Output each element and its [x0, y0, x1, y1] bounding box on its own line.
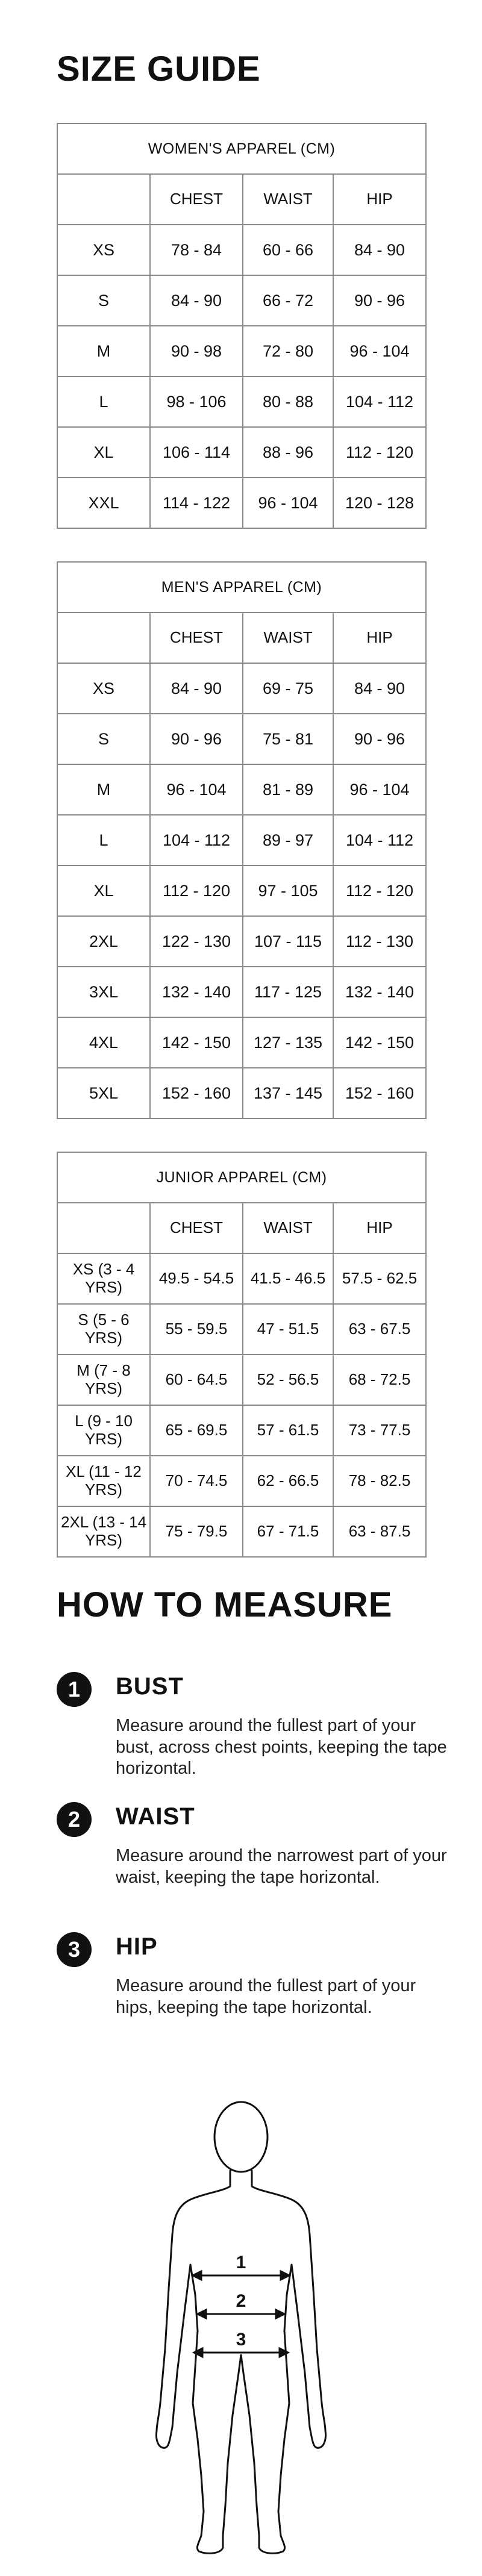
measurement-cell: 98 - 106 [150, 376, 243, 427]
table-row [57, 326, 426, 376]
measurement-cell: 63 - 67.5 [333, 1304, 426, 1355]
table-row [57, 1456, 426, 1506]
womens-size-table [57, 123, 427, 529]
column-header-hip: HIP [333, 613, 426, 663]
measurement-cell: 104 - 112 [150, 815, 243, 865]
size-label-cell: S [57, 714, 150, 764]
size-label-cell: L [57, 376, 150, 427]
step-description: Measure around the fullest part of your bust, across chest points, keeping the tape horizontal. [116, 1716, 447, 1779]
measurement-cell: 81 - 89 [243, 764, 333, 815]
measurement-cell: 90 - 96 [150, 714, 243, 764]
measurement-cell: 65 - 69.5 [150, 1405, 243, 1456]
table-row [57, 764, 426, 815]
size-label-cell: L [57, 815, 150, 865]
table-row [57, 376, 426, 427]
size-label-cell: XXL [57, 478, 150, 528]
measurement-cell: 66 - 72 [243, 275, 333, 326]
step-title: BUST [116, 1673, 184, 1700]
table-caption: MEN'S APPAREL (CM) [57, 562, 426, 613]
measurement-cell: 72 - 80 [243, 326, 333, 376]
measurement-cell: 73 - 77.5 [333, 1405, 426, 1456]
step-description: Measure around the fullest part of your hips, keeping the tape horizontal. [116, 1976, 416, 2017]
measurement-cell: 104 - 112 [333, 376, 426, 427]
how-to-measure-title: HOW TO MEASURE [57, 1585, 393, 1624]
column-header-hip: HIP [333, 1203, 426, 1253]
table-row [57, 1304, 426, 1355]
marker-bust: 1 [236, 2253, 246, 2272]
hip-hint [204, 2373, 278, 2380]
column-header [57, 174, 150, 225]
measurement-cell: 112 - 120 [333, 865, 426, 916]
column-header-waist: WAIST [243, 174, 333, 225]
measurement-cell: 90 - 96 [333, 714, 426, 764]
table-header-row [57, 174, 426, 225]
table-row [57, 916, 426, 967]
step-number-badge: 1 [57, 1672, 92, 1707]
measurement-cell: 80 - 88 [243, 376, 333, 427]
table-row [57, 225, 426, 275]
measurement-cell: 96 - 104 [333, 764, 426, 815]
measurement-cell: 106 - 114 [150, 427, 243, 478]
bust-arrow-right-head [281, 2271, 289, 2280]
measurement-cell: 137 - 145 [243, 1068, 333, 1118]
measurement-cell: 112 - 130 [333, 916, 426, 967]
measurement-cell: 84 - 90 [333, 663, 426, 714]
body-silhouette [156, 2171, 325, 2553]
table-row [57, 478, 426, 528]
measurement-cell: 89 - 97 [243, 815, 333, 865]
size-label-cell: XS [57, 663, 150, 714]
column-header-chest: CHEST [150, 174, 243, 225]
measurement-cell: 78 - 84 [150, 225, 243, 275]
table-row [57, 714, 426, 764]
step-title: HIP [116, 1933, 158, 1960]
table-header-row [57, 613, 426, 663]
table-row [57, 815, 426, 865]
measurement-cell: 69 - 75 [243, 663, 333, 714]
step-description: Measure around the narrowest part of your waist, keeping the tape horizontal. [116, 1846, 447, 1887]
measurement-cell: 60 - 66 [243, 225, 333, 275]
measurement-cell: 112 - 120 [333, 427, 426, 478]
measurement-cell: 63 - 87.5 [333, 1506, 426, 1557]
waist-arrow-right-head [276, 2310, 284, 2318]
measurement-cell: 70 - 74.5 [150, 1456, 243, 1506]
head-outline [214, 2102, 268, 2172]
table-caption: WOMEN'S APPAREL (CM) [57, 123, 426, 174]
size-label-cell: S [57, 275, 150, 326]
marker-hip: 3 [236, 2330, 246, 2350]
measurement-cell: 142 - 150 [150, 1017, 243, 1068]
column-header-chest: CHEST [150, 613, 243, 663]
table-row [57, 1405, 426, 1456]
table-caption: JUNIOR APPAREL (CM) [57, 1152, 426, 1203]
step-number-badge: 3 [57, 1932, 92, 1967]
measurement-cell: 122 - 130 [150, 916, 243, 967]
measurement-cell: 84 - 90 [333, 225, 426, 275]
measurement-cell: 104 - 112 [333, 815, 426, 865]
table-row [57, 865, 426, 916]
measurement-cell: 41.5 - 46.5 [243, 1253, 333, 1304]
measurement-cell: 75 - 79.5 [150, 1506, 243, 1557]
size-label-cell: 4XL [57, 1017, 150, 1068]
size-label-cell: M (7 - 8 YRS) [57, 1355, 150, 1405]
column-header-chest: CHEST [150, 1203, 243, 1253]
column-header [57, 1203, 150, 1253]
step-number-badge: 2 [57, 1802, 92, 1837]
measurement-cell: 96 - 104 [243, 478, 333, 528]
size-label-cell: 2XL [57, 916, 150, 967]
measurement-cell: 75 - 81 [243, 714, 333, 764]
measurement-cell: 114 - 122 [150, 478, 243, 528]
measurement-cell: 49.5 - 54.5 [150, 1253, 243, 1304]
size-label-cell: S (5 - 6 YRS) [57, 1304, 150, 1355]
step-title: WAIST [116, 1803, 195, 1830]
size-label-cell: XL [57, 427, 150, 478]
page-title: SIZE GUIDE [57, 49, 261, 89]
measurement-cell: 84 - 90 [150, 663, 243, 714]
measurement-cell: 97 - 105 [243, 865, 333, 916]
measurement-cell: 68 - 72.5 [333, 1355, 426, 1405]
measurement-cell: 57.5 - 62.5 [333, 1253, 426, 1304]
size-label-cell: XS (3 - 4 YRS) [57, 1253, 150, 1304]
bust-arrow-left-head [193, 2271, 201, 2280]
table-caption-row [57, 1152, 426, 1203]
measurement-cell: 152 - 160 [150, 1068, 243, 1118]
mens-size-table [57, 561, 427, 1119]
junior-size-table [57, 1152, 427, 1558]
measurement-cell: 132 - 140 [333, 967, 426, 1017]
measurement-cell: 132 - 140 [150, 967, 243, 1017]
column-header-waist: WAIST [243, 1203, 333, 1253]
column-header-waist: WAIST [243, 613, 333, 663]
size-label-cell: XL [57, 865, 150, 916]
measurement-cell: 117 - 125 [243, 967, 333, 1017]
waist-arrow-left-head [198, 2310, 206, 2318]
body-measurement-figure [133, 2090, 349, 2572]
measurement-markers [236, 2253, 246, 2350]
table-row [57, 1253, 426, 1304]
size-label-cell: M [57, 764, 150, 815]
table-row [57, 1506, 426, 1557]
measurement-cell: 88 - 96 [243, 427, 333, 478]
marker-waist: 2 [236, 2291, 246, 2311]
size-label-cell: L (9 - 10 YRS) [57, 1405, 150, 1456]
measurement-cell: 47 - 51.5 [243, 1304, 333, 1355]
table-caption-row [57, 123, 426, 174]
table-caption-row [57, 562, 426, 613]
measurement-cell: 152 - 160 [333, 1068, 426, 1118]
size-label-cell: M [57, 326, 150, 376]
table-header-row [57, 1203, 426, 1253]
measurement-cell: 112 - 120 [150, 865, 243, 916]
measurement-cell: 90 - 96 [333, 275, 426, 326]
measurement-cell: 120 - 128 [333, 478, 426, 528]
table-row [57, 1355, 426, 1405]
measurement-cell: 60 - 64.5 [150, 1355, 243, 1405]
column-header-hip: HIP [333, 174, 426, 225]
table-row [57, 1068, 426, 1118]
measurement-cell: 96 - 104 [333, 326, 426, 376]
measurement-cell: 62 - 66.5 [243, 1456, 333, 1506]
table-row [57, 427, 426, 478]
size-label-cell: 3XL [57, 967, 150, 1017]
measurement-cell: 55 - 59.5 [150, 1304, 243, 1355]
size-label-cell: 2XL (13 - 14 YRS) [57, 1506, 150, 1557]
column-header [57, 613, 150, 663]
measurement-cell: 57 - 61.5 [243, 1405, 333, 1456]
measurement-cell: 90 - 98 [150, 326, 243, 376]
size-label-cell: 5XL [57, 1068, 150, 1118]
table-row [57, 663, 426, 714]
table-row [57, 967, 426, 1017]
measurement-cell: 142 - 150 [333, 1017, 426, 1068]
measurement-cell: 52 - 56.5 [243, 1355, 333, 1405]
measurement-cell: 96 - 104 [150, 764, 243, 815]
measurement-cell: 67 - 71.5 [243, 1506, 333, 1557]
measurement-cell: 84 - 90 [150, 275, 243, 326]
table-row [57, 275, 426, 326]
measurement-cell: 107 - 115 [243, 916, 333, 967]
table-row [57, 1017, 426, 1068]
body-outline [156, 2102, 325, 2553]
measurement-cell: 127 - 135 [243, 1017, 333, 1068]
size-label-cell: XL (11 - 12 YRS) [57, 1456, 150, 1506]
measurement-cell: 78 - 82.5 [333, 1456, 426, 1506]
size-label-cell: XS [57, 225, 150, 275]
